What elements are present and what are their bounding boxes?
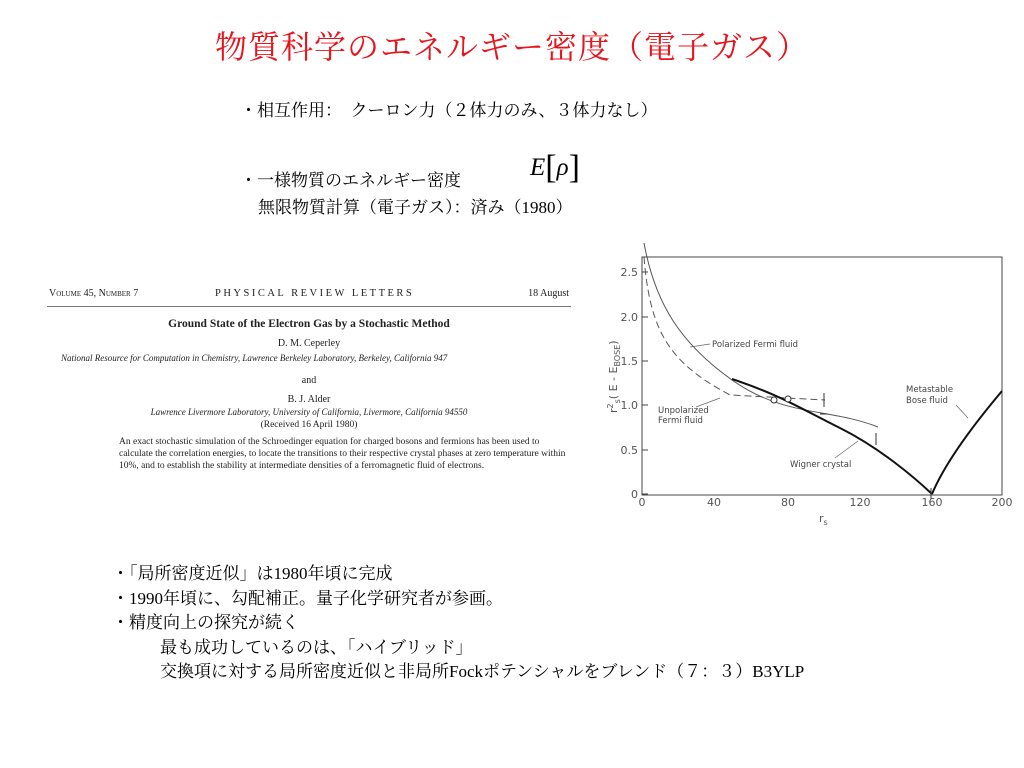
label-wigner: Wigner crystal bbox=[790, 460, 852, 470]
y-tick-label: 2.5 bbox=[620, 266, 638, 279]
x-tick-label: 160 bbox=[921, 496, 943, 509]
gradient-bullet: ・1990年頃に、勾配補正。量子化学研究者が参画。 bbox=[112, 588, 503, 609]
energy-density-bullet bbox=[240, 166, 461, 191]
y-tick-label: 1.5 bbox=[620, 355, 638, 368]
x-tick-label: 200 bbox=[991, 496, 1013, 509]
unpolarized-curve bbox=[644, 257, 825, 400]
y-axis-label: $r^2_s$( E - $E_{BOSE}$) bbox=[606, 340, 622, 413]
lda-bullet: ・「局所密度近似」は1980年頃に完成 bbox=[112, 564, 393, 584]
label-polarized: Polarized Fermi fluid bbox=[712, 340, 799, 350]
bottom-bullets bbox=[112, 562, 804, 685]
energy-plot bbox=[600, 243, 1014, 528]
y-tick-label: 2.0 bbox=[620, 311, 638, 324]
label-unpolarized-1: Unpolarized bbox=[658, 406, 709, 416]
paper-and: and bbox=[301, 375, 317, 386]
interaction-bullet: ・相互作用： クーロン力（２体力のみ、３体力なし） bbox=[240, 101, 658, 121]
paper-author2: B. J. Alder bbox=[287, 394, 331, 405]
formula-rho: ρ bbox=[556, 154, 569, 181]
calculation-line bbox=[258, 193, 573, 218]
data-point bbox=[785, 396, 791, 402]
paper-journal: PHYSICAL REVIEW LETTERS bbox=[215, 288, 415, 299]
label-unpolarized-2: Fermi fluid bbox=[658, 416, 703, 426]
x-tick-label: 120 bbox=[849, 496, 871, 509]
y-tick-label: 1.0 bbox=[620, 399, 638, 412]
x-tick-label: 40 bbox=[707, 496, 721, 509]
hybrid-line: 最も成功しているのは、「ハイブリッド」 bbox=[160, 637, 473, 658]
y-tick-label: 0 bbox=[631, 488, 638, 501]
energy-formula: E[ρ] bbox=[530, 149, 580, 186]
y-tick-marks bbox=[642, 272, 648, 494]
data-point bbox=[771, 397, 777, 403]
y-tick-label: 0.5 bbox=[620, 444, 638, 457]
paper-abstract: An exact stochastic simulation of the Schroedinger equation for charged bosons and fermions has been used to calculate the correlation energies, to locate the transitions to their respective crystal phases at zero temperature within 10%, and to establish the stability at intermediate densities of a ferromagnetic fluid of electrons. bbox=[119, 437, 566, 471]
polarized-curve bbox=[644, 243, 878, 427]
x-tick-label: 80 bbox=[781, 496, 795, 509]
paper-rule bbox=[47, 306, 571, 307]
energy-density-text: ・一様物質のエネルギー密度 bbox=[240, 171, 461, 191]
calc-suffix: ） bbox=[555, 198, 573, 218]
formula-e: E bbox=[530, 154, 546, 181]
paper-author1: D. M. Ceperley bbox=[277, 338, 341, 349]
exchange-line: 交換項に対する局所密度近似と非局所Fockポテンシャルをブレンド（７：３）B3YLP bbox=[160, 662, 805, 682]
x-axis-label: $r_s$ bbox=[819, 512, 828, 527]
paper-affil2: Lawrence Livermore Laboratory, University of California, Livermore, California 94550 bbox=[150, 407, 468, 417]
calc-year: 1980 bbox=[521, 198, 556, 217]
plot-svg bbox=[600, 243, 1014, 528]
paper-volume: Volume 45, Number 7 bbox=[49, 288, 139, 299]
paper-excerpt bbox=[47, 282, 571, 490]
x-tick-label: 0 bbox=[638, 496, 646, 509]
paper-date: 18 August bbox=[528, 288, 569, 299]
bose-curve bbox=[932, 391, 1002, 494]
calc-prefix: 無限物質計算（電子ガス）：済み（ bbox=[258, 198, 522, 218]
paper-affil1: National Resource for Computation in Chemistry, Lawrence Berkeley Laboratory, Berkeley, California 947 bbox=[61, 353, 448, 363]
paper-received: (Received 16 April 1980) bbox=[260, 420, 358, 430]
label-metastable-1: Metastable bbox=[906, 385, 954, 395]
accuracy-bullet: ・精度向上の探究が続く bbox=[112, 613, 299, 633]
paper-title: Ground State of the Electron Gas by a Stochastic Method bbox=[168, 318, 450, 330]
label-metastable-2: Bose fluid bbox=[906, 396, 948, 406]
slide-title: 物質科学のエネルギー密度（電子ガス） bbox=[214, 28, 809, 66]
